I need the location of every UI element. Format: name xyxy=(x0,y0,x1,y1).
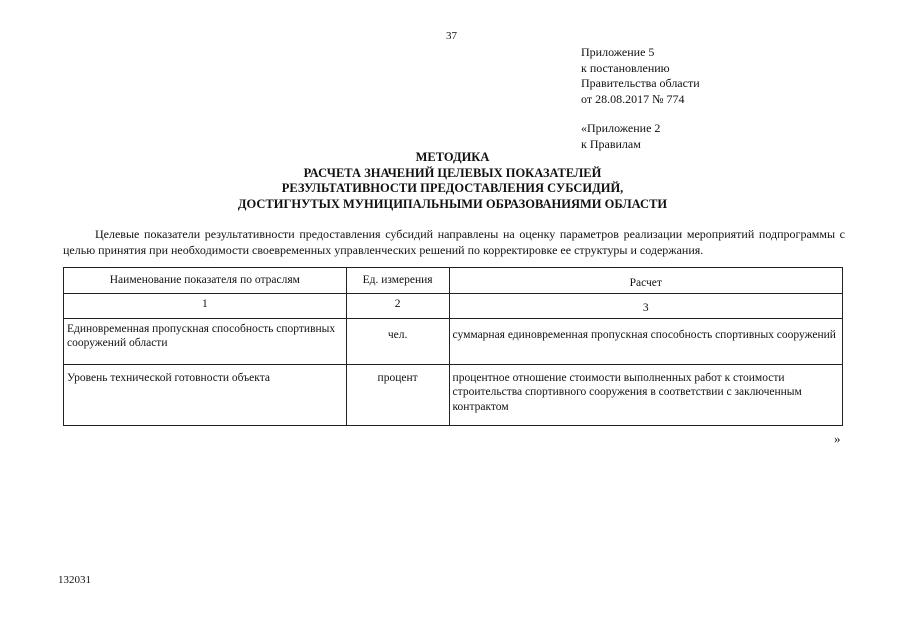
table-header-cell: Наименование показателя по отраслям xyxy=(64,268,347,294)
table-cell-name: Единовременная пропускная способность спортивных сооружений области xyxy=(64,318,347,364)
appendix-block xyxy=(581,45,700,107)
table-number-row xyxy=(64,294,843,319)
page-number: 37 xyxy=(446,30,457,42)
indicators-table xyxy=(63,267,843,426)
table-number-cell: 3 xyxy=(449,294,842,319)
appendix2-line: «Приложение 2 xyxy=(581,121,661,135)
table-cell-unit: процент xyxy=(346,364,449,425)
appendix2-block xyxy=(581,121,660,152)
table-header-cell: Расчет xyxy=(449,268,842,294)
table-number-cell: 2 xyxy=(346,294,449,319)
title-line: РАСЧЕТА ЗНАЧЕНИЙ ЦЕЛЕВЫХ ПОКАЗАТЕЛЕЙ xyxy=(303,165,602,180)
intro-paragraph: Целевые показатели результативности предоставления субсидий направлены на оценку параметров реализации мероприятий подпрограммы с целью принятия при необходимости своевременных управленческих решений по корректировке ее структуры и содержания. xyxy=(63,227,845,257)
appendix-line: Правительства области xyxy=(581,76,700,90)
table-number-cell: 1 xyxy=(64,294,347,319)
table-cell-calc: суммарная единовременная пропускная способность спортивных сооружений xyxy=(449,318,842,364)
title-line: ДОСТИГНУТЫХ МУНИЦИПАЛЬНЫМИ ОБРАЗОВАНИЯМИ ОБЛАСТИ xyxy=(237,196,668,211)
closing-quote: » xyxy=(834,431,841,446)
table-cell-unit: чел. xyxy=(346,318,449,364)
table-row xyxy=(64,364,843,425)
title-line: РЕЗУЛЬТАТИВНОСТИ ПРЕДОСТАВЛЕНИЯ СУБСИДИЙ, xyxy=(281,181,624,195)
table-cell-calc: процентное отношение стоимости выполненных работ к стоимости строительства спортивного сооружения в соответствии с заключенным контрактом xyxy=(449,364,842,425)
table-header-row xyxy=(64,268,843,294)
appendix-line: от 28.08.2017 № 774 xyxy=(581,91,685,106)
table-header-cell: Ед. измерения xyxy=(346,268,449,294)
table-row xyxy=(64,318,843,364)
title-line: МЕТОДИКА xyxy=(415,150,490,164)
appendix-line: Приложение 5 xyxy=(581,45,655,59)
document-title xyxy=(0,150,905,212)
appendix2-line: к Правилам xyxy=(581,136,641,151)
footer-code: 132031 xyxy=(58,574,91,586)
appendix-line: к постановлению xyxy=(581,60,670,75)
table-cell-name: Уровень технической готовности объекта xyxy=(64,364,347,425)
